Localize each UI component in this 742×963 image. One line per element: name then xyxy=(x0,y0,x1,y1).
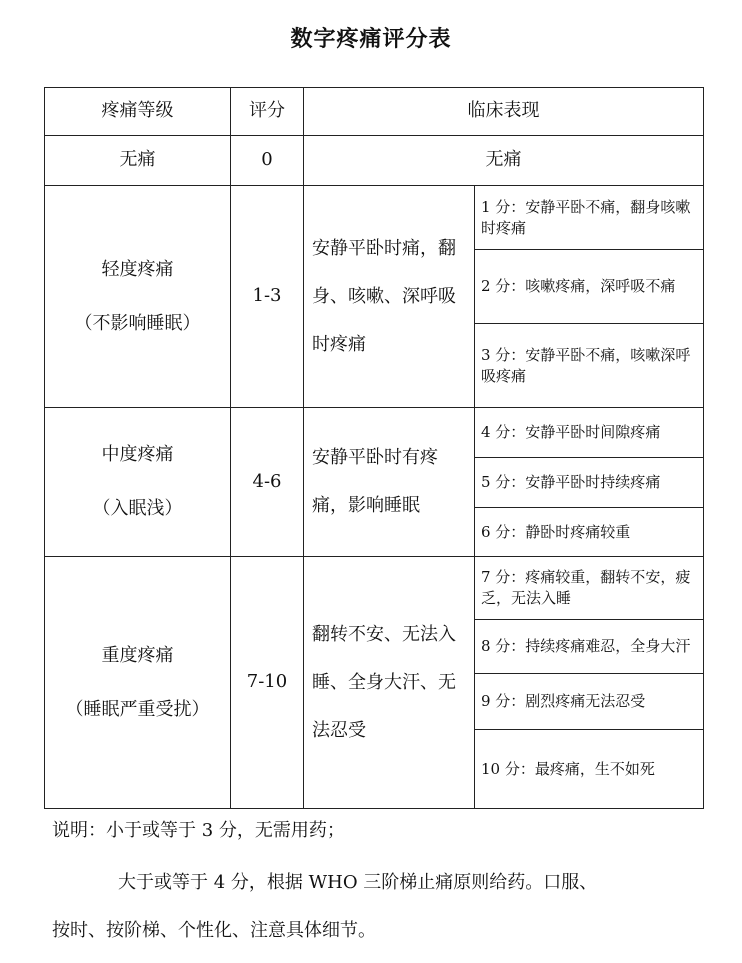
table-header-row xyxy=(45,88,704,136)
clinical-mild: 安静平卧时痛，翻身、咳嗽、深呼吸时疼痛 xyxy=(304,186,475,408)
level-moderate xyxy=(45,408,231,557)
header-clinical: 临床表现 xyxy=(304,88,704,136)
pain-score-table xyxy=(44,87,704,809)
level-moderate-qualifier: （入眠浅） xyxy=(92,498,183,519)
detail-score-6: 6 分：静卧时疼痛较重 xyxy=(475,508,704,557)
table-row-none xyxy=(45,136,704,186)
note-line-2: 大于或等于 4 分，根据 WHO 三阶梯止痛原则给药。口服、 xyxy=(118,872,598,893)
score-mild: 1-3 xyxy=(231,186,304,408)
detail-score-8: 8 分：持续疼痛难忍，全身大汗 xyxy=(475,620,704,674)
level-moderate-name: 中度疼痛 xyxy=(101,444,174,465)
level-mild-name: 轻度疼痛 xyxy=(101,258,174,280)
header-level: 疼痛等级 xyxy=(45,88,231,136)
note-line-1: 说明：小于或等于 3 分，无需用药； xyxy=(52,820,345,841)
detail-score-1: 1 分：安静平卧不痛，翻身咳嗽时疼痛 xyxy=(475,186,704,250)
detail-score-10: 10 分：最疼痛，生不如死 xyxy=(475,730,704,809)
level-none: 无痛 xyxy=(45,136,231,186)
header-score: 评分 xyxy=(231,88,304,136)
level-severe-name: 重度疼痛 xyxy=(101,644,174,666)
detail-score-3: 3 分：安静平卧不痛，咳嗽深呼吸疼痛 xyxy=(475,324,704,408)
table-row-moderate xyxy=(45,408,704,458)
score-moderate: 4-6 xyxy=(231,408,304,557)
clinical-severe: 翻转不安、无法入睡、全身大汗、无法忍受 xyxy=(304,557,475,809)
page-title: 数字疼痛评分表 xyxy=(290,27,452,52)
clinical-moderate: 安静平卧时有疼痛，影响睡眠 xyxy=(304,408,475,557)
clinical-none: 无痛 xyxy=(304,136,704,186)
level-severe xyxy=(45,557,231,809)
detail-score-7: 7 分：疼痛较重，翻转不安，疲乏，无法入睡 xyxy=(475,557,704,620)
note-line-3: 按时、按阶梯、个性化、注意具体细节。 xyxy=(52,920,376,941)
level-mild-qualifier: （不影响睡眠） xyxy=(74,312,201,334)
level-severe-qualifier: （睡眠严重受扰） xyxy=(65,698,210,720)
table-row-mild xyxy=(45,186,704,250)
level-mild xyxy=(45,186,231,408)
score-severe: 7-10 xyxy=(231,557,304,809)
detail-score-5: 5 分：安静平卧时持续疼痛 xyxy=(475,458,704,508)
score-none: 0 xyxy=(231,136,304,186)
detail-score-9: 9 分：剧烈疼痛无法忍受 xyxy=(475,674,704,730)
table-row-severe xyxy=(45,557,704,620)
detail-score-2: 2 分：咳嗽疼痛，深呼吸不痛 xyxy=(475,250,704,324)
detail-score-4: 4 分：安静平卧时间隙疼痛 xyxy=(475,408,704,458)
